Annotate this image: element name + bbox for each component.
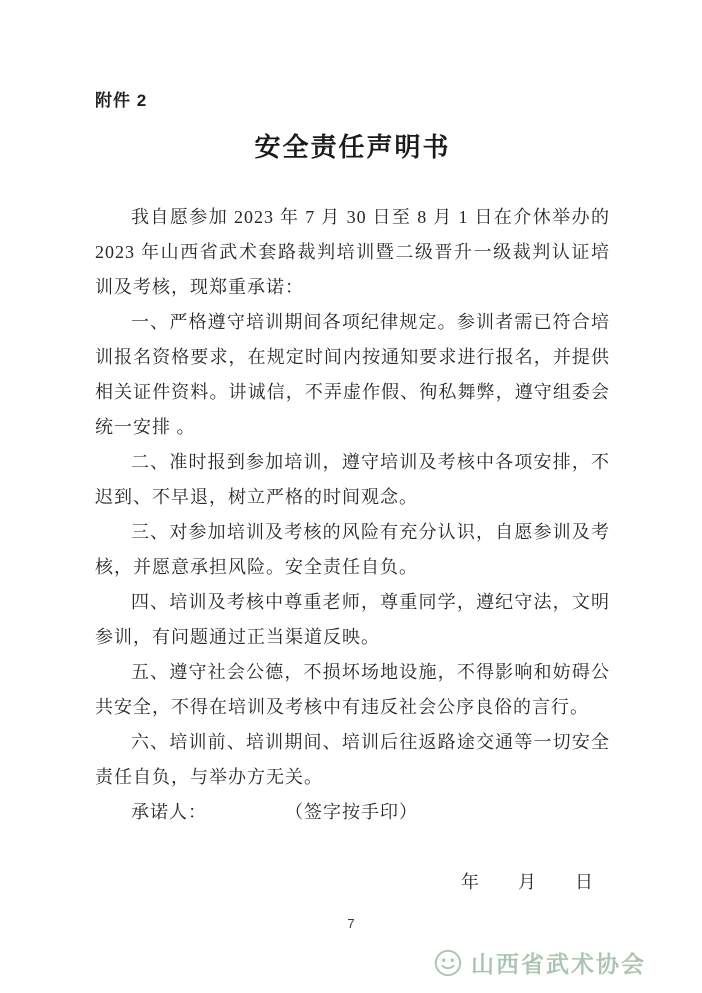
- statement-paragraph-4: 四、培训及考核中尊重老师，尊重同学，遵纪守法，文明参训，有问题通过正当渠道反映。: [95, 592, 610, 647]
- association-watermark: [433, 946, 646, 979]
- page-number: 7: [347, 916, 355, 931]
- statement-paragraph-2: 二、准时报到参加培训，遵守培训及考核中各项安排，不迟到、不早退，树立严格的时间观念。: [95, 452, 610, 507]
- watermark-text: 山西省武术协会: [471, 951, 646, 977]
- statement-paragraph-3: 三、对参加培训及考核的风险有充分认识，自愿参训及考核，并愿意承担风险。安全责任自负。: [95, 522, 610, 577]
- wushu-association-logo-icon: [433, 948, 463, 978]
- document-title: 安全责任声明书: [254, 132, 451, 162]
- intro-paragraph: 我自愿参加 2023 年 7 月 30 日至 8 月 1 日在介休举办的 2023 年山西省武术套路裁判培训暨二级晋升一级裁判认证培训及考核，现郑重承诺：: [95, 207, 610, 297]
- attachment-label: 附件 2: [95, 91, 148, 110]
- statement-paragraph-5: 五、遵守社会公德，不损坏场地设施，不得影响和妨碍公共安全，不得在培训及考核中有违反社会公序良俗的言行。: [95, 662, 610, 717]
- date-line: 年 月 日: [461, 872, 594, 892]
- statement-paragraph-6: 六、培训前、培训期间、培训后往返路途交通等一切安全责任自负，与举办方无关。: [95, 732, 610, 787]
- signer-label: 承诺人：: [131, 802, 207, 822]
- statement-paragraph-1: 一、严格遵守培训期间各项纪律规定。参训者需已符合培训报名资格要求，在规定时间内按通知要求进行报名，并提供相关证件资料。讲诚信，不弄虚作假、徇私舞弊，遵守组委会统一安排 。: [95, 312, 610, 437]
- signer-note: （签字按手印）: [285, 802, 418, 822]
- signer-line: [95, 795, 610, 830]
- document-body: [95, 200, 610, 900]
